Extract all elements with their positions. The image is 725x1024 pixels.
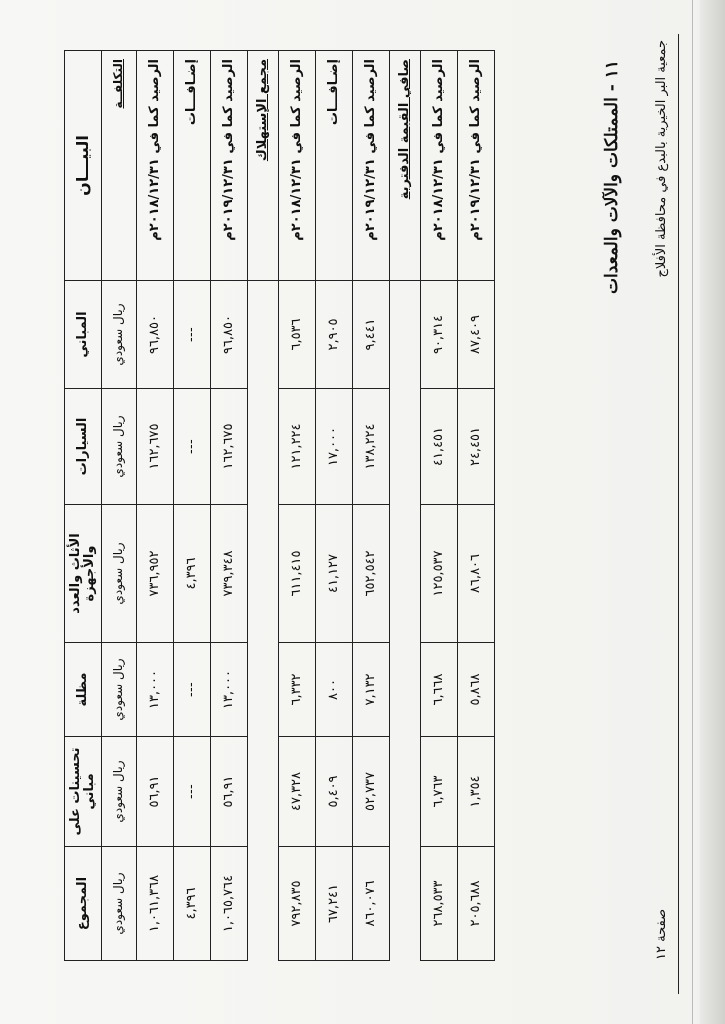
table-row: [458, 51, 495, 961]
unit-cell: ريال سعودي: [102, 281, 137, 389]
column-header: المجموع: [65, 847, 102, 961]
table-row: [137, 51, 174, 961]
blank-cell: [248, 281, 279, 961]
table-cell: ٥,٨٦٨: [458, 643, 495, 737]
table-cell: ٦,٥٣٦: [279, 281, 316, 389]
section-title: ١١ - الممتلكات والآلات والمعدات: [602, 60, 622, 295]
net-book-value-heading-row: [390, 51, 421, 961]
table-cell: ٥٦,٩١: [137, 737, 174, 847]
unit-cell: ريال سعودي: [102, 389, 137, 505]
row-label: الرصيد كما في ٢٠١٩/١٢/٣١م: [353, 51, 390, 281]
column-header: البيـــان: [65, 51, 102, 281]
table-cell: ١٦٢,٦٧٥: [211, 389, 248, 505]
page-number: صفحة ١٢: [654, 908, 669, 960]
table-cell: ١٣٨,٢٢٤: [353, 389, 390, 505]
column-header: مظلة: [65, 643, 102, 737]
table-cell: ١٢١,٢٢٤: [279, 389, 316, 505]
row-label: إضـافـــات: [316, 51, 353, 281]
table-cell: ---: [174, 737, 211, 847]
table-cell: ٥٦,٩١: [211, 737, 248, 847]
units-row: [102, 51, 137, 961]
depreciation-heading: مجمع الإستهلاك: [248, 51, 279, 281]
table-cell: ٨٦٠,٠٧٦: [353, 847, 390, 961]
column-header: الأثاث والعدد والأجهزة: [65, 505, 102, 643]
table-cell: ---: [174, 281, 211, 389]
table-cell: ٢,٩٠٥: [316, 281, 353, 389]
table-cell: ٦٧,٢٤١: [316, 847, 353, 961]
cost-heading: التكلفــة: [102, 51, 137, 281]
table-row: [279, 51, 316, 961]
table-cell: ١٣,٠٠٠: [211, 643, 248, 737]
table-cell: ---: [174, 643, 211, 737]
table-cell: ٨٠٠: [316, 643, 353, 737]
table-cell: ٧,١٣٢: [353, 643, 390, 737]
fixed-assets-table-wrap: [64, 50, 580, 960]
table-cell: ١,٠٦١,٣٦٨: [137, 847, 174, 961]
table-cell: ٧٣٩,٣٤٨: [211, 505, 248, 643]
table-row: [421, 51, 458, 961]
table-cell: ٤١,١٢٧: [316, 505, 353, 643]
unit-cell: ريال سعودي: [102, 737, 137, 847]
fixed-assets-table: [64, 50, 495, 961]
table-cell: ٦١١,٤١٥: [279, 505, 316, 643]
table-cell: ٨٧,٤٠٩: [458, 281, 495, 389]
row-label: الرصيد كما في ٢٠١٨/١٢/٣١م: [421, 51, 458, 281]
table-cell: ١٧,٠٠٠: [316, 389, 353, 505]
organization-name: جمعية البر الخيرية بالبدع في محافظة الأفلاج: [654, 40, 669, 278]
table-cell: ١٢٥,٥٣٧: [421, 505, 458, 643]
table-row: [353, 51, 390, 961]
column-header: المباني: [65, 281, 102, 389]
row-label: الرصيد كما في ٢٠١٨/١٢/٣١م: [279, 51, 316, 281]
table-cell: ٦,٣٣٢: [279, 643, 316, 737]
column-header: تحسينات على مباني: [65, 737, 102, 847]
page-header: [654, 40, 678, 984]
table-cell: ٧٣٦,٩٥٢: [137, 505, 174, 643]
table-cell: ٥٢,٧٣٧: [353, 737, 390, 847]
row-label: الرصيد كما في ٢٠١٩/١٢/٣١م: [458, 51, 495, 281]
table-cell: ٦٥٢,٥٤٢: [353, 505, 390, 643]
table-cell: ٨٦,٨٠٦: [458, 505, 495, 643]
header-rule: [678, 34, 679, 994]
table-cell: ٦,٦٦٨: [421, 643, 458, 737]
table-cell: ---: [174, 389, 211, 505]
table-cell: ١٦٢,٦٧٥: [137, 389, 174, 505]
table-cell: ٤٧,٣٢٨: [279, 737, 316, 847]
table-cell: ٦,٧٦٣: [421, 737, 458, 847]
row-label: الرصيد كما في ٢٠١٩/١٢/٣١م: [211, 51, 248, 281]
row-label: الرصيد كما في ٢٠١٨/١٢/٣١م: [137, 51, 174, 281]
unit-cell: ريال سعودي: [102, 505, 137, 643]
table-cell: ١,٣٥٤: [458, 737, 495, 847]
table-row: [174, 51, 211, 961]
row-label: إضـافـــات: [174, 51, 211, 281]
table-cell: ٤١,٤٥١: [421, 389, 458, 505]
table-cell: ٩٠,٣١٤: [421, 281, 458, 389]
table-header-row: [65, 51, 102, 961]
table-cell: ٧٩٢,٨٣٥: [279, 847, 316, 961]
table-cell: ٩٦,٨٥٠: [137, 281, 174, 389]
table-cell: ١٣,٠٠٠: [137, 643, 174, 737]
table-cell: ٤,٣٩٦: [174, 847, 211, 961]
table-row: [211, 51, 248, 961]
table-cell: ٤,٣٩٦: [174, 505, 211, 643]
net-book-value-heading: صافي القيمة الدفترية: [390, 51, 421, 281]
table-cell: ٩,٤٤١: [353, 281, 390, 389]
table-cell: ١,٠٦٥,٧٦٤: [211, 847, 248, 961]
table-cell: ٥,٤٠٩: [316, 737, 353, 847]
table-cell: ٢٦٨,٥٣٣: [421, 847, 458, 961]
unit-cell: ريال سعودي: [102, 847, 137, 961]
table-row: [316, 51, 353, 961]
depreciation-heading-row: [248, 51, 279, 961]
table-cell: ٩٦,٨٥٠: [211, 281, 248, 389]
column-header: السيارات: [65, 389, 102, 505]
table-cell: ٢٤,٤٥١: [458, 389, 495, 505]
table-cell: ٢٠٥,٦٨٨: [458, 847, 495, 961]
blank-cell: [390, 281, 421, 961]
unit-cell: ريال سعودي: [102, 643, 137, 737]
